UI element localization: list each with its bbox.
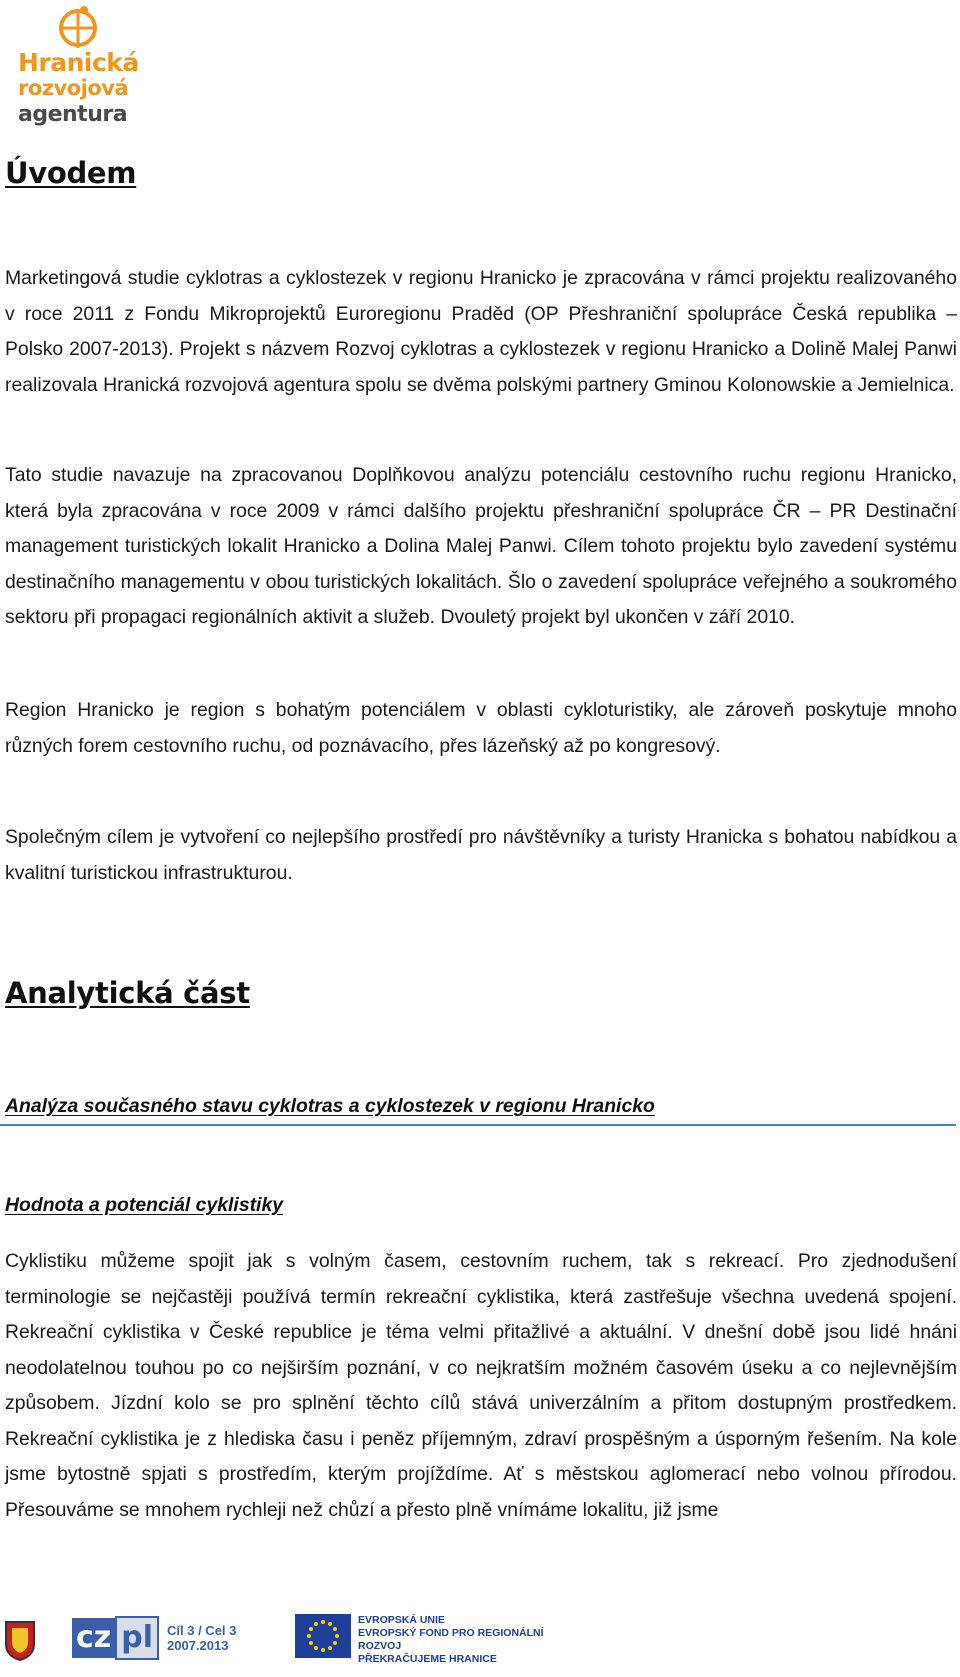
cil-line-2: 2007.2013 (167, 1638, 229, 1653)
eu-text (358, 1614, 578, 1666)
paragraph-intro-3: Region Hranicko je region s bohatým potenciálem v oblasti cykloturistiky, ale zároveň poskytuje mnoho různých forem cestovního ruchu, od poznávacího, přes lázeňský až po kongresový. (5, 699, 957, 757)
cil-line-1: Cíl 3 / Cel 3 (167, 1623, 237, 1638)
paragraph-hodnota: Cyklistiku můžeme spojit jak s volným časem, cestovním ruchem, tak s rekreací. Pro zjednodušení terminologie se nejčastěji používá termín rekreační cyklistika, která zastřešuje všechna uvedená spojení. Rekreační cyklistika v České republice je téma velmi přitažlivé a aktuální. V dnešní době jsou lidé hnáni neodolatelnou touhou po co nejširším poznání, v co nejkratším možném časovém úseku a co nejlevnějším způsobem. Jízdní kolo se pro splnění těchto cílů stává univerzálním a přitom dostupným prostředkem. Rekreační cyklistika je z hlediska času i peněz příjemným, zdraví prospěšným a úsporným řešením. Na kole jsme bytostně spjati s prostředím, kterým projíždíme. Ať s městskou aglomerací nebo volnou přírodou. Přesouváme se mnohem rychleji než chůzí a přesto plně vnímáme lokalitu, již jsme (5, 1250, 957, 1521)
crest-icon (4, 1620, 36, 1662)
subheading-hodnota: Hodnota a potenciál cyklistiky (5, 1194, 284, 1216)
paragraph-intro-1: Marketingová studie cyklotras a cyklostezek v regionu Hranicko je zpracována v rámci projektu realizovaného v roce 2011 z Fondu Mikroprojektů Euroregionu Praděd (OP Přeshraniční spolupráce Česká republika – Polsko 2007-2013). Projekt s názvem Rozvoj cyklotras a cyklostezek v regionu Hranicko a Dolině Malej Panwi realizovala Hranická rozvojová agentura spolu se dvěma polskými partnery Gminou Kolonowskie a Jemielnica. (5, 267, 957, 396)
logo-line-1: Hranická (18, 48, 139, 77)
eu-line-3: PŘEKRAČUJEME HRANICE (358, 1653, 497, 1665)
cyclist-icon (54, 4, 102, 54)
eu-line-1: EVROPSKÁ UNIE (358, 1614, 445, 1626)
heading-analyticka-cast: Analytická část (5, 976, 250, 1010)
hranicka-rozvojova-agentura-logo (18, 4, 139, 136)
paragraph-intro-4: Společným cílem je vytvoření co nejlepšího prostředí pro návštěvníky a turisty Hranicka s bohatou nabídkou a kvalitní turistickou infrastrukturou. (5, 826, 957, 884)
logo-line-3: agentura (18, 102, 128, 127)
footer-logos (0, 1610, 960, 1670)
heading-uvodem: Úvodem (5, 156, 137, 190)
cil-label (167, 1623, 236, 1653)
eu-line-2: EVROPSKÝ FOND PRO REGIONÁLNÍ ROZVOJ (358, 1627, 544, 1652)
logo-line-2: rozvojová (18, 76, 129, 100)
czpl-programme-logo (72, 1616, 236, 1660)
pl-mark: pl (115, 1616, 159, 1660)
section-divider (0, 1124, 956, 1126)
paragraph-intro-2: Tato studie navazuje na zpracovanou Doplňkovou analýzu potenciálu cestovního ruchu regionu Hranicko, která byla zpracována v roce 2009 v rámci dalšího projektu přeshraniční spolupráce ČR – PR Destinační management turistických lokalit Hranicko a Dolina Malej Panwi. Cílem tohoto projektu bylo zavedení systému destinačního managementu v obou turistických lokalitách. Šlo o zavedení spolupráce veřejného a soukromého sektoru při propagaci regionálních aktivit a služeb. Dvouletý projekt byl ukončen v září 2010. (5, 464, 957, 628)
subheading-analyza: Analýza současného stavu cyklotras a cyklostezek v regionu Hranicko (5, 1095, 655, 1117)
eu-flag-icon (295, 1614, 351, 1658)
cz-mark: cz (72, 1618, 115, 1658)
